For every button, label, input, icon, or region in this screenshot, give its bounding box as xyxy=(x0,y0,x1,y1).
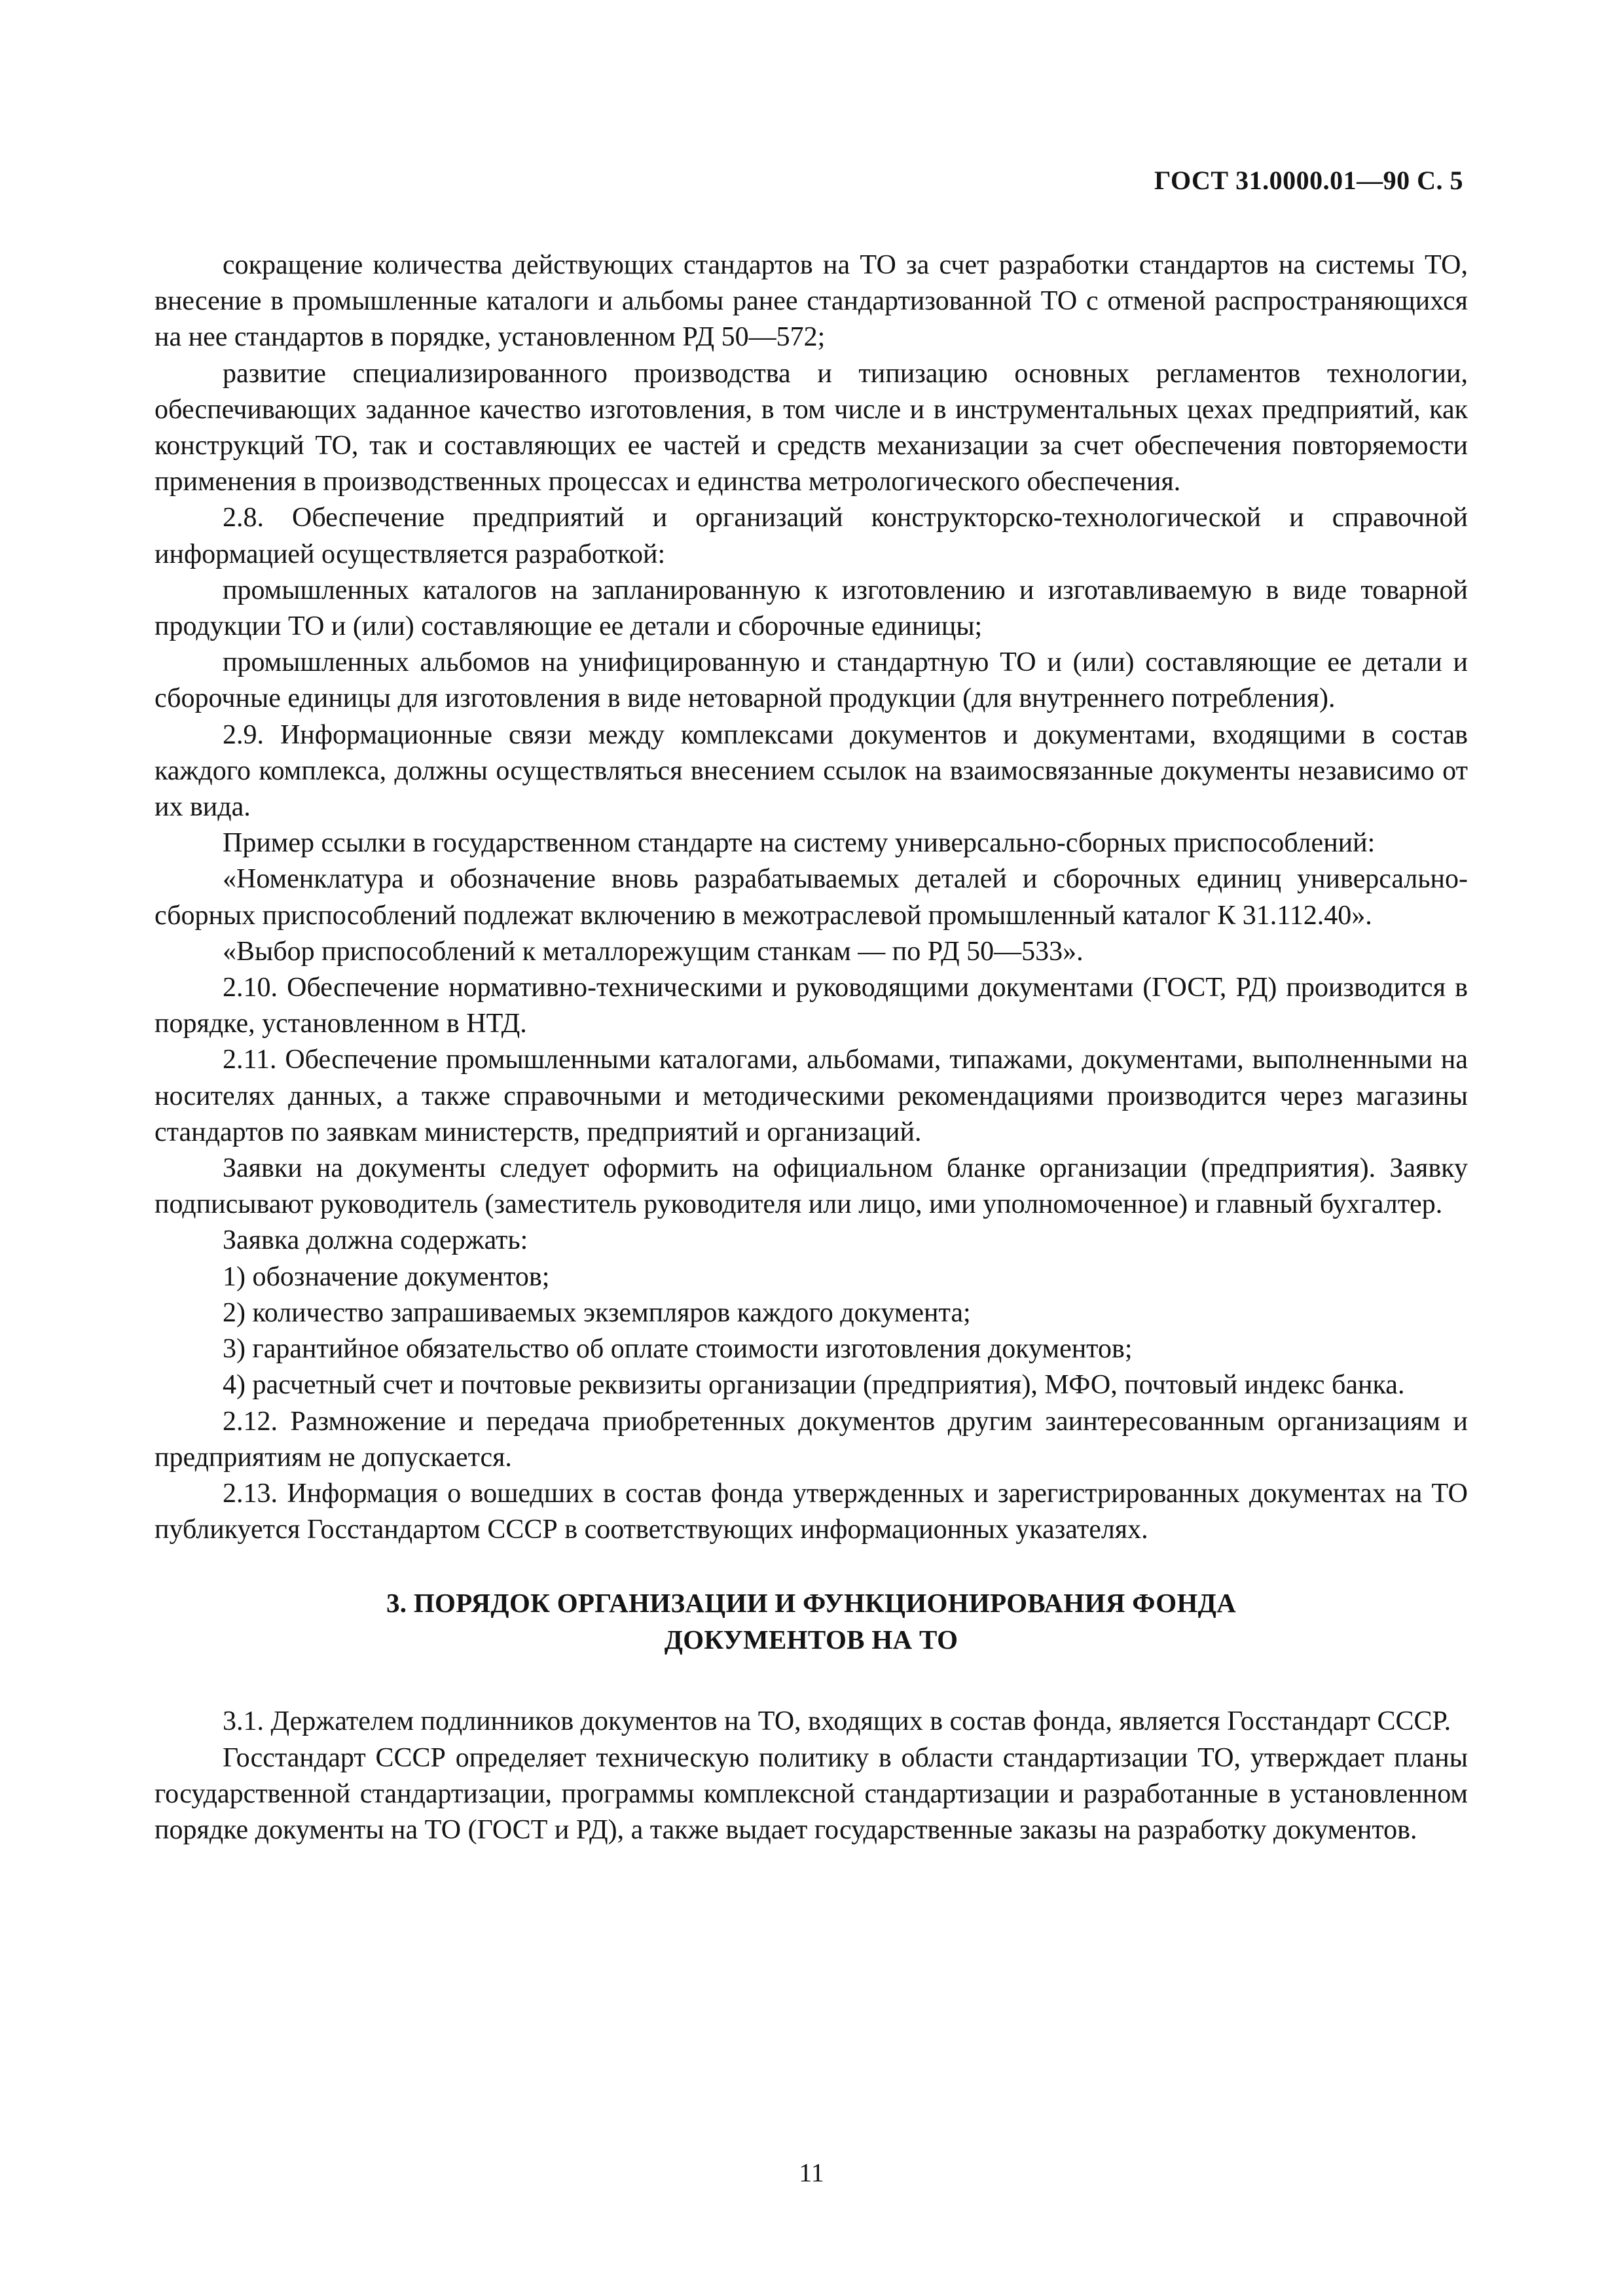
list-item: 2) количество запрашиваемых экземпляров каждого документа; xyxy=(223,1297,971,1328)
paragraph-clause-3-1: 3.1. Держателем подлинников документов на ТО, входящих в состав фонда, является Госстандарт СССР. xyxy=(223,1706,1451,1737)
paragraph-clause-2-8: 2.8. Обеспечение предприятий и организаций конструкторско-технологической и справочной информацией осуществляется разработкой: xyxy=(155,503,1468,569)
section-heading-line-2: ДОКУМЕНТОВ НА ТО xyxy=(664,1624,958,1655)
page-number: 11 xyxy=(799,2158,824,2187)
paragraph-quote: «Выбор приспособлений к металлорежущим станкам — по РД 50—533». xyxy=(223,936,1084,967)
list-item: 1) обозначение документов; xyxy=(223,1261,550,1292)
paragraph: сокращение количества действующих стандартов на ТО за счет разработки стандартов на системы ТО, внесение в промышленные каталоги и альбомы ранее стандартизованной ТО с отменой распространяющихся на нее стандартов в порядке, установленном РД 50—572; xyxy=(155,250,1468,353)
list-item: 3) гарантийное обязательство об оплате стоимости изготовления документов; xyxy=(223,1334,1133,1365)
list-item: 4) расчетный счет и почтовые реквизиты организации (предприятия), МФО, почтовый индекс банка. xyxy=(223,1370,1405,1401)
paragraph: Госстандарт СССР определяет техническую политику в области стандартизации ТО, утверждает планы государственной стандартизации, программы комплексной стандартизации и разработанные в установленном порядке документы на ТО (ГОСТ и РД), а также выдает государственные заказы на разработку документов. xyxy=(155,1742,1468,1845)
paragraph: промышленных альбомов на унифицированную и стандартную ТО и (или) составляющие ее детали и сборочные единицы для изготовления в виде нетоварной продукции (для внутреннего потребления). xyxy=(155,647,1468,714)
paragraph-clause-2-11: 2.11. Обеспечение промышленными каталогами, альбомами, типажами, документами, выполненными на носителях данных, а также справочными и методическими рекомендациями производится через магазины стандартов по заявкам министерств, предприятий и организаций. xyxy=(155,1045,1468,1147)
section-heading-line-1: 3. ПОРЯДОК ОРГАНИЗАЦИИ И ФУНКЦИОНИРОВАНИЯ ФОНДА xyxy=(386,1588,1237,1619)
paragraph: промышленных каталогов на запланированную к изготовлению и изготавливаемую в виде товарной продукции ТО и (или) составляющие ее детали и сборочные единицы; xyxy=(155,575,1468,642)
paragraph: Заявки на документы следует оформить на официальном бланке организации (предприятия). Заявку подписывают руководитель (заместитель руководителя или лицо, ими уполномоченное) и главный бухгалтер. xyxy=(155,1153,1468,1220)
paragraph-clause-2-12: 2.12. Размножение и передача приобретенных документов другим заинтересованным организациям и предприятиям не допускается. xyxy=(155,1406,1468,1473)
paragraph-clause-2-9: 2.9. Информационные связи между комплексами документов и документами, входящими в состав каждого комплекса, должны осуществляться внесением ссылок на взаимосвязанные документы независимо от их вида. xyxy=(155,719,1468,823)
running-header: ГОСТ 31.0000.01—90 С. 5 xyxy=(1154,166,1463,195)
paragraph-clause-2-13: 2.13. Информация о вошедших в состав фонда утвержденных и зарегистрированных документах на ТО публикуется Госстандартом СССР в соответствующих информационных указателях. xyxy=(155,1478,1468,1545)
paragraph-quote: «Номенклатура и обозначение вновь разрабатываемых деталей и сборочных единиц универсально-сборных приспособлений подлежат включению в межотраслевой промышленный каталог К 31.112.40». xyxy=(155,864,1468,931)
paragraph: Заявка должна содержать: xyxy=(223,1225,528,1256)
paragraph-clause-2-10: 2.10. Обеспечение нормативно-техническими и руководящими документами (ГОСТ, РД) производится в порядке, установленном в НТД. xyxy=(155,973,1468,1039)
section-heading xyxy=(155,1585,1468,1658)
body-text xyxy=(155,247,1468,1848)
paragraph: Пример ссылки в государственном стандарте на систему универсально-сборных приспособлений: xyxy=(223,828,1376,859)
paragraph: развитие специализированного производства и типизацию основных регламентов технологии, обеспечивающих заданное качество изготовления, в том числе и в инструментальных цехах предприятий, как конструкций ТО, так и составляющих ее частей и средств механизации за счет обеспечения повторяемости применения в производственных процессах и единства метрологического обеспечения. xyxy=(155,358,1468,497)
